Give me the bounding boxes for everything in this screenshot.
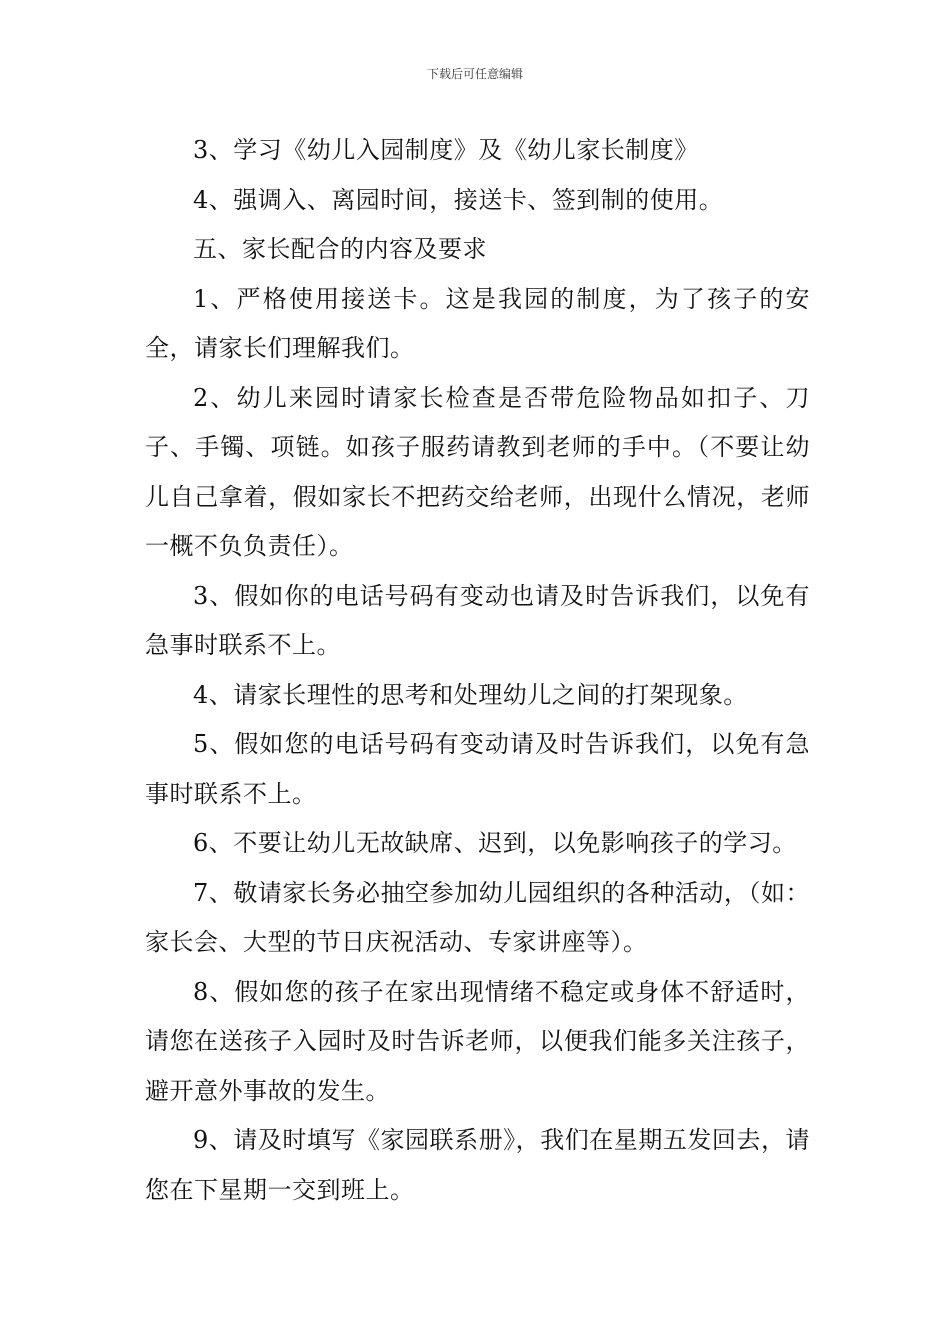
paragraph-item-3: 3、假如你的电话号码有变动也请及时告诉我们，以免有急事时联系不上。: [145, 581, 810, 659]
paragraph-item-1: 1、严格使用接送卡。这是我园的制度，为了孩子的安全，请家长们理解我们。: [145, 284, 810, 362]
page-header: 下载后可任意编辑: [426, 67, 523, 81]
paragraph-item-6: 6、不要让幼儿无故缺席、迟到，以免影响孩子的学习。: [193, 829, 797, 857]
paragraph-item-5: 5、假如您的电话号码有变动请及时告诉我们，以免有急事时联系不上。: [145, 730, 810, 808]
section-heading-parent-cooperation: 五、家长配合的内容及要求: [193, 235, 487, 263]
paragraph-entry-times: 4、强调入、离园时间，接送卡、签到制的使用。: [193, 185, 724, 214]
document-body: [145, 126, 810, 1215]
paragraph-item-7: 7、敬请家长务必抽空参加幼儿园组织的各种活动，（如：家长会、大型的节日庆祝活动、专家讲座等）。: [145, 878, 810, 956]
paragraph-item-9: 9、请及时填写《家园联系册》，我们在星期五发回去，请您在下星期一交到班上。: [145, 1126, 810, 1204]
paragraph-item-4: 4、请家长理性的思考和处理幼儿之间的打架现象。: [193, 680, 748, 709]
paragraph-item-2: 2、幼儿来园时请家长检查是否带危险物品如扣子、刀子、手镯、项链。如孩子服药请教到老师的手中。（不要让幼儿自己拿着，假如家长不把药交给老师，出现什么情况，老师一概不负负责任）。: [145, 383, 810, 560]
paragraph-study-rules: 3、学习《幼儿入园制度》及《幼儿家长制度》: [193, 136, 699, 164]
paragraph-item-8: 8、假如您的孩子在家出现情绪不稳定或身体不舒适时，请您在送孩子入园时及时告诉老师，以便我们能多关注孩子，避开意外事故的发生。: [145, 977, 810, 1105]
